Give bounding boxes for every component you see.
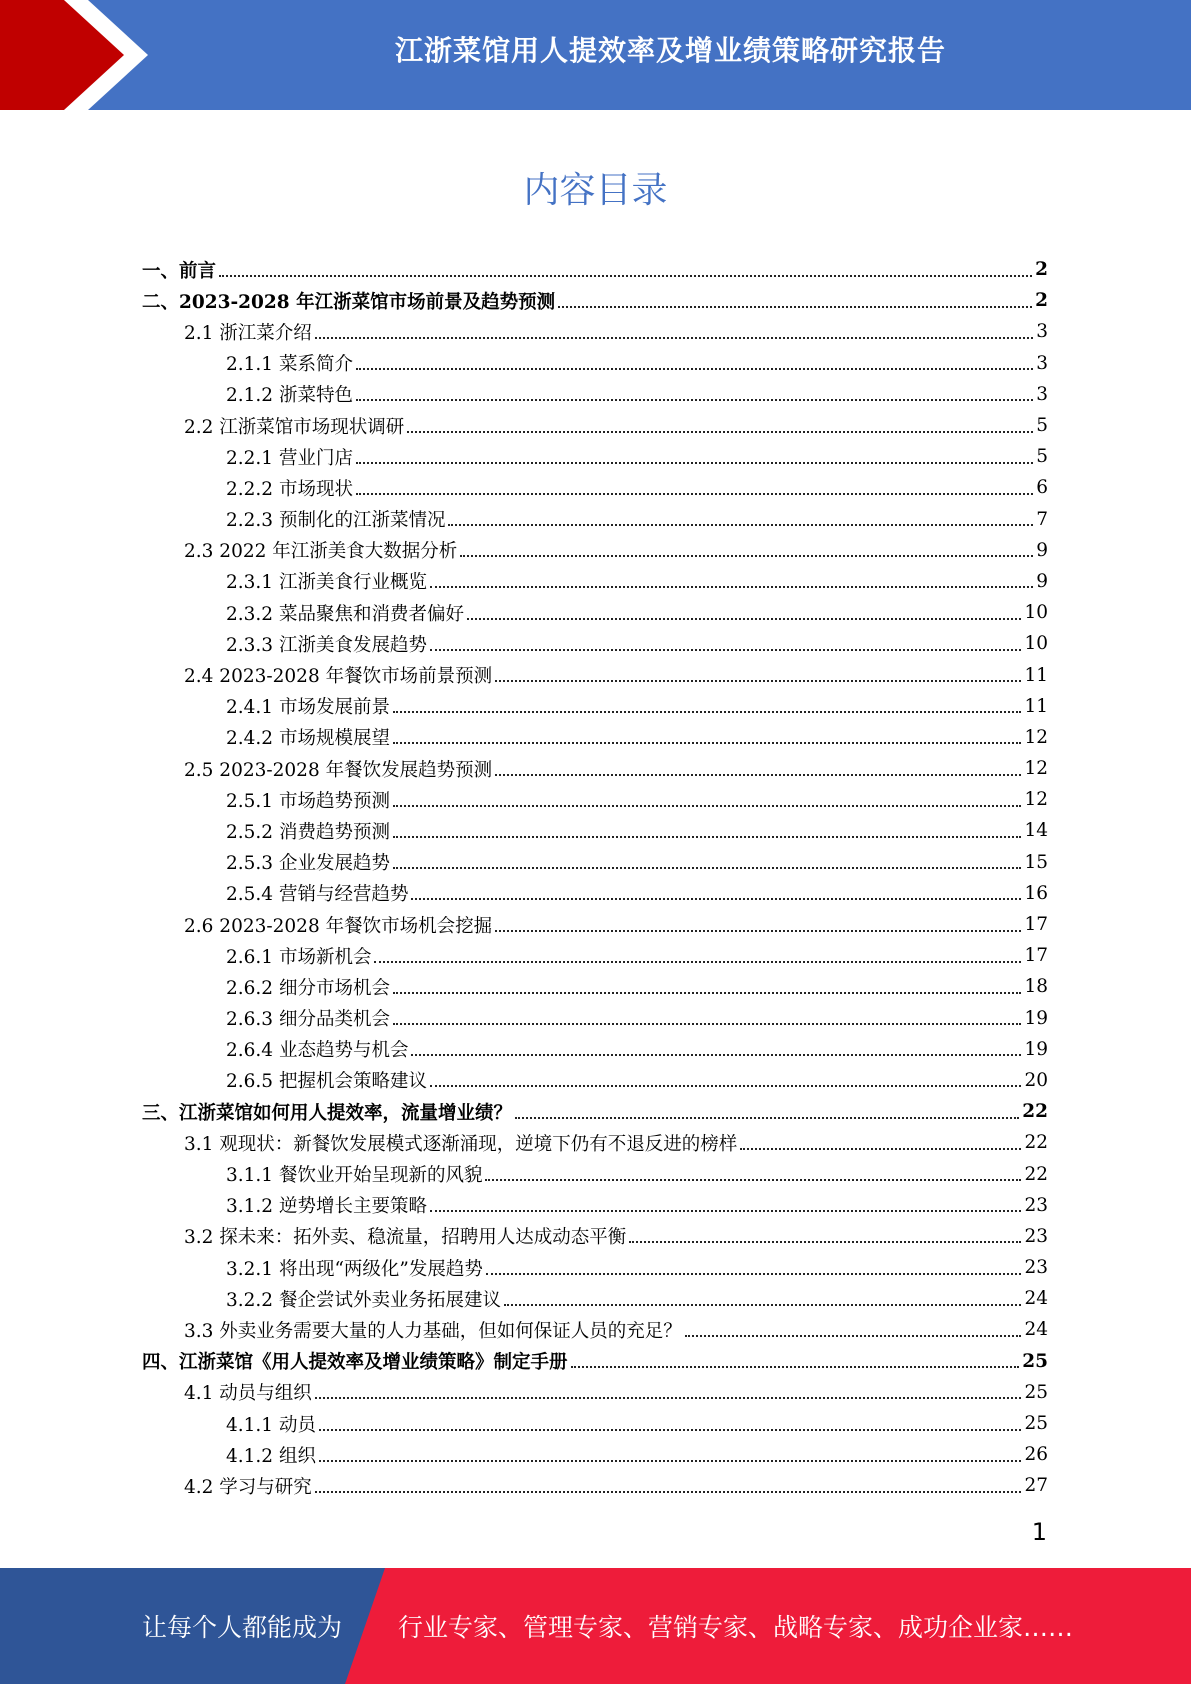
toc-entry-label: 2.4 2023-2028 年餐饮市场前景预测	[184, 666, 493, 688]
toc-entry-label: 2.6.3 细分品类机会	[226, 1009, 390, 1031]
toc-entry-label: 2.3.1 江浙美食行业概览	[226, 572, 427, 594]
toc-entry-label: 2.4.1 市场发展前景	[226, 697, 390, 719]
toc-entry-label: 3.2 探未来：拓外卖、稳流量，招聘用人达成动态平衡	[184, 1227, 627, 1249]
toc-entry[interactable]	[142, 285, 1048, 316]
toc-entry-page: 17	[1024, 914, 1048, 936]
toc-entry[interactable]	[142, 348, 1048, 379]
toc-entry-page: 9	[1036, 539, 1048, 561]
toc-entry-page: 12	[1024, 789, 1048, 811]
toc-leader-dots	[430, 1085, 1021, 1087]
toc-leader-dots	[629, 1241, 1021, 1243]
toc-entry-label: 3.1 观现状：新餐饮发展模式逐渐涌现，逆境下仍有不退反进的榜样	[184, 1133, 738, 1155]
toc-leader-dots	[356, 368, 1033, 370]
toc-entry[interactable]	[142, 441, 1048, 472]
toc-entry[interactable]	[142, 628, 1048, 659]
toc-entry-page: 12	[1024, 758, 1048, 780]
toc-entry[interactable]	[142, 535, 1048, 566]
toc-entry[interactable]	[142, 1252, 1048, 1283]
toc-entry-page: 10	[1024, 602, 1048, 624]
toc-leader-dots	[315, 1397, 1022, 1399]
toc-leader-dots	[485, 1179, 1021, 1181]
header-title: 江浙菜馆用人提效率及增业绩策略研究报告	[394, 34, 946, 67]
toc-entry-page: 3	[1036, 352, 1048, 374]
toc-entry-page: 19	[1024, 1007, 1048, 1029]
toc-entry[interactable]	[142, 1439, 1048, 1470]
toc-entry[interactable]	[142, 753, 1048, 784]
toc-leader-dots	[740, 1148, 1021, 1150]
toc-entry-page: 15	[1024, 851, 1048, 873]
toc-entry[interactable]	[142, 1096, 1048, 1127]
toc-entry-label: 2.2.2 市场现状	[226, 478, 353, 500]
toc-leader-dots	[315, 337, 1033, 339]
toc-entry[interactable]	[142, 566, 1048, 597]
toc-entry-label: 2.6.4 业态趋势与机会	[226, 1040, 409, 1062]
toc-entry-page: 18	[1024, 976, 1048, 998]
toc-title: 内容目录	[523, 170, 668, 211]
toc-entry-page: 22	[1024, 1163, 1048, 1185]
toc-entry-page: 27	[1024, 1475, 1048, 1497]
toc-entry[interactable]	[142, 1158, 1048, 1189]
toc-leader-dots	[571, 1366, 1020, 1368]
toc-entry-page: 3	[1036, 383, 1048, 405]
toc-entry-label: 二、2023-2028 年江浙菜馆市场前景及趋势预测	[142, 291, 556, 313]
toc-entry[interactable]	[142, 815, 1048, 846]
toc-entry[interactable]	[142, 504, 1048, 535]
toc-leader-dots	[393, 711, 1021, 713]
toc-entry-page: 23	[1024, 1257, 1048, 1279]
toc-entry-page: 2	[1035, 259, 1048, 281]
toc-leader-dots	[486, 1273, 1022, 1275]
toc-entry-page: 2	[1035, 290, 1048, 312]
toc-leader-dots	[430, 649, 1021, 651]
toc-entry-label: 3.1.1 餐饮业开始呈现新的风貌	[226, 1165, 483, 1187]
toc-entry-label: 2.6.5 把握机会策略建议	[226, 1071, 427, 1093]
toc-leader-dots	[374, 961, 1021, 963]
footer-band	[0, 1568, 1191, 1684]
toc-entry[interactable]	[142, 1408, 1048, 1439]
toc-entry[interactable]	[142, 1190, 1048, 1221]
toc-entry-label: 2.6.2 细分市场机会	[226, 977, 390, 999]
toc-entry-label: 4.1.2 组织	[226, 1445, 316, 1467]
toc-entry-page: 26	[1024, 1444, 1048, 1466]
toc-leader-dots	[393, 805, 1021, 807]
toc-leader-dots	[685, 1335, 1022, 1337]
toc-leader-dots	[467, 618, 1021, 620]
toc-entry-label: 2.1.2 浙菜特色	[226, 385, 353, 407]
toc-leader-dots	[393, 836, 1021, 838]
page-number: 1	[1031, 1518, 1047, 1546]
toc-leader-dots	[319, 1460, 1022, 1462]
toc-entry-page: 9	[1036, 570, 1048, 592]
toc-entry-label: 2.5.2 消费趋势预测	[226, 821, 390, 843]
toc-entry[interactable]	[142, 909, 1048, 940]
toc-entry[interactable]	[142, 847, 1048, 878]
toc-entry-page: 5	[1036, 446, 1048, 468]
toc-entry-label: 一、前言	[142, 260, 217, 282]
toc-entry-page: 11	[1024, 664, 1048, 686]
toc-leader-dots	[448, 524, 1033, 526]
footer-slogan-right: 行业专家、管理专家、营销专家、战略专家、成功企业家……	[398, 1613, 1074, 1642]
toc-entry-page: 24	[1024, 1319, 1048, 1341]
toc-leader-dots	[356, 462, 1033, 464]
toc-entry[interactable]	[142, 940, 1048, 971]
toc-leader-dots	[393, 992, 1021, 994]
toc-leader-dots	[558, 306, 1032, 308]
toc-entry-label: 3.3 外卖业务需要大量的人力基础，但如何保证人员的充足？	[184, 1320, 682, 1342]
toc-entry-page: 5	[1036, 415, 1048, 437]
toc-entry-label: 2.5.3 企业发展趋势	[226, 853, 390, 875]
footer-slogan-left: 让每个人都能成为	[142, 1613, 343, 1642]
toc-entry-label: 4.2 学习与研究	[184, 1476, 312, 1498]
toc-entry-label: 3.2.1 将出现“两级化”发展趋势	[226, 1258, 483, 1280]
toc-entry[interactable]	[142, 1221, 1048, 1252]
toc-entry-page: 17	[1024, 945, 1048, 967]
toc-leader-dots	[495, 774, 1021, 776]
toc-entry-label: 2.1.1 菜系简介	[226, 354, 353, 376]
toc-entry-page: 23	[1024, 1194, 1048, 1216]
toc-leader-dots	[495, 680, 1021, 682]
toc-entry[interactable]	[142, 1314, 1048, 1345]
toc-entry-label: 2.5.1 市场趋势预测	[226, 790, 390, 812]
toc-entry-page: 14	[1024, 820, 1048, 842]
toc-entry-page: 7	[1036, 508, 1048, 530]
toc-leader-dots	[407, 431, 1033, 433]
toc-entry[interactable]	[142, 1283, 1048, 1314]
toc-entry-label: 3.2.2 餐企尝试外卖业务拓展建议	[226, 1289, 501, 1311]
toc-entry[interactable]	[142, 1003, 1048, 1034]
toc-entry-page: 25	[1024, 1413, 1048, 1435]
toc-entry[interactable]	[142, 1346, 1048, 1377]
toc-entry-page: 3	[1036, 321, 1048, 343]
toc-entry-label: 2.2.3 预制化的江浙菜情况	[226, 510, 446, 532]
toc-entry[interactable]	[142, 1034, 1048, 1065]
toc-entry[interactable]	[142, 691, 1048, 722]
toc-entry-label: 三、江浙菜馆如何用人提效率，流量增业绩？	[142, 1102, 513, 1124]
toc-entry-label: 2.2 江浙菜馆市场现状调研	[184, 416, 405, 438]
toc-entry-page: 19	[1024, 1038, 1048, 1060]
toc-entry[interactable]	[142, 472, 1048, 503]
toc-entry-label: 3.1.2 逆势增长主要策略	[226, 1196, 427, 1218]
toc-leader-dots	[356, 493, 1033, 495]
toc-entry-page: 25	[1024, 1381, 1048, 1403]
toc-leader-dots	[504, 1304, 1021, 1306]
toc-entry-page: 11	[1024, 695, 1048, 717]
toc-entry-page: 23	[1024, 1225, 1048, 1247]
toc-entry-page: 10	[1024, 633, 1048, 655]
toc-entry-label: 4.1.1 动员	[226, 1414, 316, 1436]
toc-entry-page: 16	[1024, 882, 1048, 904]
toc-entry-page: 20	[1024, 1069, 1048, 1091]
toc-entry-page: 25	[1022, 1350, 1048, 1372]
toc-leader-dots	[319, 1429, 1022, 1431]
toc-leader-dots	[460, 555, 1033, 557]
toc-leader-dots	[515, 1117, 1019, 1119]
toc-entry[interactable]	[142, 722, 1048, 753]
toc-entry[interactable]	[142, 659, 1048, 690]
toc-leader-dots	[393, 742, 1021, 744]
toc-entry-page: 12	[1024, 726, 1048, 748]
toc-entry[interactable]	[142, 410, 1048, 441]
toc-entry-label: 2.1 浙江菜介绍	[184, 322, 312, 344]
toc-entry-label: 四、江浙菜馆《用人提效率及增业绩策略》制定手册	[142, 1352, 568, 1374]
toc-entry-label: 4.1 动员与组织	[184, 1383, 312, 1405]
toc-entry[interactable]	[142, 379, 1048, 410]
toc-entry[interactable]	[142, 971, 1048, 1002]
toc-entry-page: 22	[1024, 1132, 1048, 1154]
toc-entry[interactable]	[142, 784, 1048, 815]
toc-entry[interactable]	[142, 1127, 1048, 1158]
header-band	[0, 0, 1191, 110]
toc-leader-dots	[356, 399, 1033, 401]
toc-entry-label: 2.6 2023-2028 年餐饮市场机会挖掘	[184, 915, 493, 937]
toc-entry-page: 24	[1024, 1288, 1048, 1310]
toc-leader-dots	[430, 586, 1033, 588]
toc-entry-label: 2.4.2 市场规模展望	[226, 728, 390, 750]
toc-entry[interactable]	[142, 1470, 1048, 1501]
toc-entry-page: 22	[1022, 1101, 1048, 1123]
toc-entry-label: 2.3 2022 年江浙美食大数据分析	[184, 541, 458, 563]
toc-leader-dots	[393, 1023, 1021, 1025]
toc-entry-label: 2.5 2023-2028 年餐饮发展趋势预测	[184, 759, 493, 781]
toc-entry[interactable]	[142, 254, 1048, 285]
toc-leader-dots	[411, 1054, 1021, 1056]
toc-leader-dots	[430, 1210, 1021, 1212]
toc-entry-label: 2.6.1 市场新机会	[226, 946, 372, 968]
toc-leader-dots	[219, 275, 1032, 277]
toc-leader-dots	[411, 898, 1021, 900]
toc-leader-dots	[315, 1491, 1022, 1493]
toc-entry[interactable]	[142, 878, 1048, 909]
toc-entry[interactable]	[142, 1377, 1048, 1408]
table-of-contents	[142, 254, 1048, 1502]
toc-entry[interactable]	[142, 597, 1048, 628]
toc-entry[interactable]	[142, 316, 1048, 347]
toc-entry-label: 2.3.3 江浙美食发展趋势	[226, 634, 427, 656]
toc-entry[interactable]	[142, 1065, 1048, 1096]
toc-entry-label: 2.3.2 菜品聚焦和消费者偏好	[226, 603, 464, 625]
toc-leader-dots	[393, 867, 1021, 869]
toc-entry-label: 2.5.4 营销与经营趋势	[226, 884, 409, 906]
toc-leader-dots	[495, 930, 1021, 932]
toc-entry-label: 2.2.1 营业门店	[226, 447, 353, 469]
toc-entry-page: 6	[1036, 477, 1048, 499]
